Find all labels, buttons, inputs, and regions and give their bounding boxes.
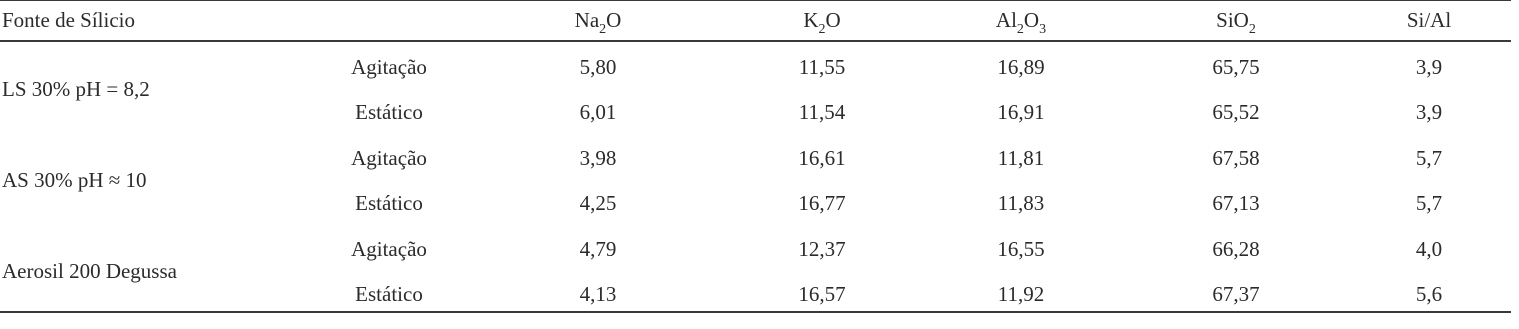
cell-sial: 5,6 bbox=[1415, 282, 1443, 306]
cell-sio2: 67,13 bbox=[1212, 191, 1260, 215]
cell-na2o: 4,25 bbox=[579, 191, 617, 215]
cell-k2o: 11,54 bbox=[798, 100, 846, 124]
header-source: Fonte de Sílicio bbox=[2, 8, 135, 32]
cell-k2o: 16,57 bbox=[798, 282, 846, 306]
header-sio2: SiO$_2$ bbox=[1216, 8, 1256, 37]
cell-na2o: 3,98 bbox=[579, 146, 617, 170]
group-source: Aerosil 200 Degussa bbox=[2, 259, 177, 283]
cell-sial: 3,9 bbox=[1415, 55, 1443, 79]
cell-sial: 5,7 bbox=[1415, 146, 1443, 170]
cell-al2o3: 16,55 bbox=[997, 237, 1045, 261]
group-source: AS 30% pH ≈ 10 bbox=[2, 168, 147, 192]
header-na2o: $Na_2O$ bbox=[574, 8, 622, 37]
header-sial: Si/Al bbox=[1406, 8, 1452, 32]
cell-sial: 4,0 bbox=[1415, 237, 1443, 261]
header-k2o: $K_2O$ bbox=[803, 8, 841, 37]
cell-k2o: 12,37 bbox=[798, 237, 846, 261]
cell-sio2: 67,58 bbox=[1212, 146, 1260, 170]
cell-na2o: 5,80 bbox=[579, 55, 617, 79]
table-top-rule bbox=[0, 0, 1511, 1]
cell-al2o3: 16,89 bbox=[997, 55, 1045, 79]
cell-k2o: 16,61 bbox=[798, 146, 846, 170]
cell-sial: 5,7 bbox=[1415, 191, 1443, 215]
cell-na2o: 6,01 bbox=[579, 100, 617, 124]
row-mode: Agitação bbox=[351, 55, 427, 79]
group-source: LS 30% pH = 8,2 bbox=[2, 77, 150, 101]
cell-k2o: 16,77 bbox=[798, 191, 846, 215]
cell-al2o3: 11,92 bbox=[997, 282, 1045, 306]
row-mode: Agitação bbox=[351, 237, 427, 261]
header-al2o3: $Al_2O_3$ bbox=[995, 8, 1047, 37]
cell-sio2: 67,37 bbox=[1212, 282, 1260, 306]
cell-na2o: 4,79 bbox=[579, 237, 617, 261]
row-mode: Estático bbox=[355, 282, 423, 306]
cell-k2o: 11,55 bbox=[798, 55, 846, 79]
row-mode: Agitação bbox=[351, 146, 427, 170]
cell-al2o3: 11,81 bbox=[997, 146, 1045, 170]
cell-na2o: 4,13 bbox=[579, 282, 617, 306]
cell-al2o3: 11,83 bbox=[997, 191, 1045, 215]
row-mode: Estático bbox=[355, 100, 423, 124]
row-mode: Estático bbox=[355, 191, 423, 215]
cell-al2o3: 16,91 bbox=[997, 100, 1045, 124]
header-rule bbox=[0, 40, 1511, 42]
table-bottom-rule bbox=[0, 311, 1511, 313]
cell-sial: 3,9 bbox=[1415, 100, 1443, 124]
cell-sio2: 65,75 bbox=[1212, 55, 1260, 79]
cell-sio2: 65,52 bbox=[1212, 100, 1260, 124]
cell-sio2: 66,28 bbox=[1212, 237, 1260, 261]
